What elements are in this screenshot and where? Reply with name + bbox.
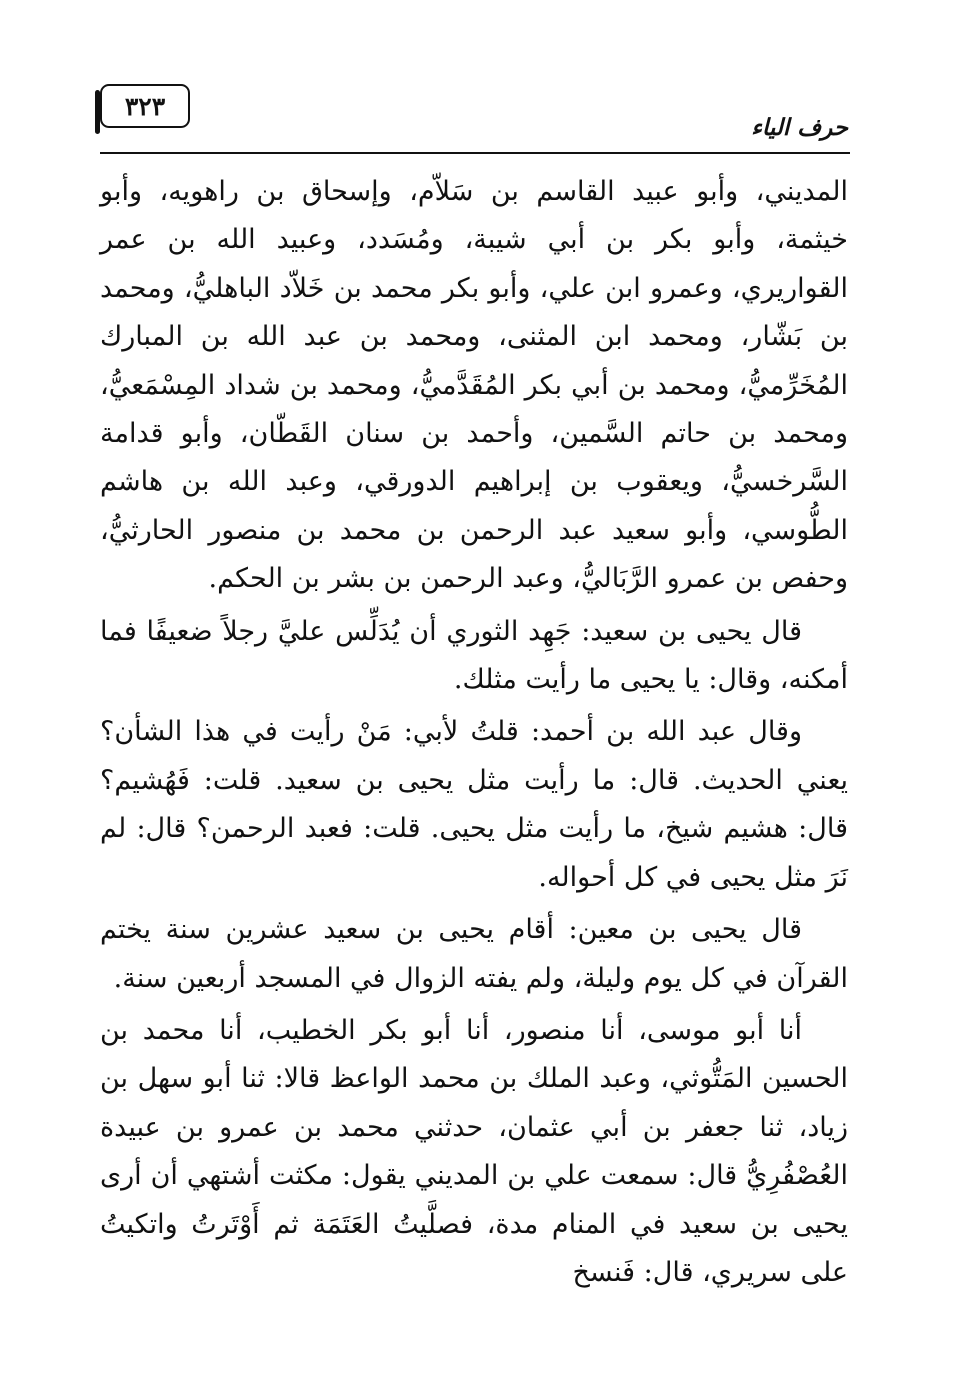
paragraph-yahya-ibn-said-quote: قال يحيى بن سعيد: جَهِد الثوري أن يُدَلِّس عليَّ رجلاً ضعيفًا فما أمكنه، وقال: يا يحيى ما رأيت مثلك. [100,615,848,696]
page-number: ٣٢٣ [100,84,190,128]
paragraph-narrators-list: المديني، وأبو عبيد القاسم بن سَلاّم، وإسحاق بن راهويه، وأبو خيثمة، وأبو بكر بن أبي شيبة، ومُسَدد، وعبيد الله بن عمر القواريري، وعمرو ابن علي، وأبو بكر محمد بن خَلاّد الباهليُّ، ومحمد بن بَشّار، ومحمد ابن المثنى، ومحمد بن عبد الله بن المبارك المُخَرِّميُّ، ومحمد بن أبي بكر المُقَدَّميُّ، ومحمد بن شداد المِسْمَعيُّ، ومحمد بن حاتم السَّمين، وأحمد بن سنان القَطّان، وأبو قدامة السَّرخسيُّ، ويعقوب بن إبراهيم الدورقي، وعبد الله بن هاشم الطُّوسي، وأبو سعيد عبد الرحمن بن محمد بن منصور الحارثيُّ، وحفص بن عمرو الرَّبَاليُّ، وعبد الرحمن بن بشر بن الحكم. [100,176,848,595]
running-title: حرف الياء [751,114,848,141]
paragraph-abdullah-ibn-ahmad: وقال عبد الله بن أحمد: قلتُ لأبي: مَنْ رأيت في هذا الشأن؟ يعني الحديث. قال: ما رأيت مثل يحيى بن سعيد. قلت: فَهُشيم؟ قال: هشيم شيخ، ما رأيت مثل يحيى. قلت: فعبد الرحمن؟ قال: لم نَرَ مثل يحيى في كل أحواله. [100,716,848,893]
body-text [100,168,848,1297]
paragraph-isnad-chain: أنا أبو موسى، أنا منصور، أنا أبو بكر الخطيب، أنا محمد بن الحسين المَتُّوثي، وعبد الملك بن محمد الواعظ قالا: ثنا أبو سهل بن زياد، ثنا جعفر بن أبي عثمان، حدثني محمد بن عمرو بن عبيدة العُصْفُرِيُّ قال: سمعت علي بن المديني يقول: مكثت أشتهي أن أرى يحيى بن سعيد في المنام مدة، فصلَّيتُ العَتَمَة ثم أَوْتَرتُ واتكيتُ على سريري، قال: فَنسخ [100,1014,848,1288]
paragraph-yahya-ibn-main: قال يحيى بن معين: أقام يحيى بن سعيد عشرين سنة يختم القرآن في كل يوم وليلة، ولم يفته الزوال في المسجد أربعين سنة. [100,914,848,994]
header-divider [100,152,850,154]
